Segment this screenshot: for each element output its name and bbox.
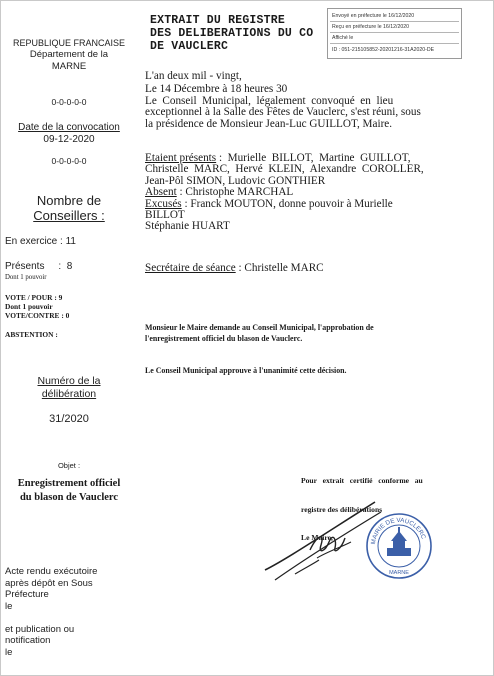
country: REPUBLIQUE FRANCAISE (12, 38, 126, 48)
paragraph-line: la présidence de Monsieur Jean-Luc GUILLOT, Maire. (145, 117, 393, 130)
presents-block (145, 153, 424, 233)
extract-line: Pour extrait certifié conforme au (301, 476, 423, 485)
stamp-received: Reçu en préfecture le 16/12/2020 (332, 24, 410, 30)
stamp-id: ID : 051-215105852-20201216-31A2020-DE (332, 47, 435, 53)
request-line: Monsieur le Maire demande au Conseil Municipal, l'approbation de (145, 323, 374, 332)
register-title-line2: DES DELIBERATIONS DU CO (150, 27, 314, 40)
session-paragraph (145, 96, 421, 130)
presents-count: Présents : 8 (5, 261, 73, 272)
vote-contre: VOTE/CONTRE : 0 (5, 311, 70, 320)
en-exercice: En exercice : 11 (5, 236, 76, 247)
department-line1: Département de la (29, 49, 109, 60)
footer-line: après dépôt en Sous (5, 577, 93, 589)
secretaire-label: Secrétaire de séance (145, 262, 236, 274)
vote-pour-pouvoir: Dont 1 pouvoir (5, 302, 53, 311)
excuses-names-line: BILLOT (145, 209, 185, 222)
absent-names: : Christophe MARCHAL (176, 186, 294, 199)
department-line2: MARNE (51, 61, 87, 72)
footer-line: Acte rendu exécutoire (5, 566, 98, 577)
request-line: l'enregistrement officiel du blason de Vauclerc. (145, 333, 303, 343)
footer-line: et publication ou (5, 623, 75, 635)
secretaire-name: : Christelle MARC (235, 262, 324, 274)
secretaire-line (145, 263, 324, 274)
numero-label-2: délibération (41, 388, 97, 400)
presents-names-line: Christelle MARC, Hervé KLEIN, Alexandre COROLLER, (145, 163, 424, 176)
excuses-label: Excusés (145, 197, 182, 210)
abstention: ABSTENTION : (5, 330, 58, 339)
numero-label-1: Numéro de la (37, 375, 101, 387)
stamp-sent: Envoyé en préfecture le 16/12/2020 (332, 13, 415, 19)
absent-label: Absent (145, 186, 177, 199)
presents-pouvoir: Dont 1 pouvoir (5, 274, 47, 281)
objet-line2: du blason de Vauclerc (19, 492, 119, 503)
footer-line: le (5, 600, 13, 612)
footer-line (5, 612, 97, 624)
presents-label: Etaient présents (145, 152, 217, 164)
conseillers-label-2: Conseillers : (33, 208, 105, 223)
extract-line: Le Maire, (301, 533, 333, 542)
paragraph-line: exceptionnel à la Salle des Fêtes de Vauclerc, s'est réuni, sous (145, 106, 421, 119)
convocation-date: 09-12-2020 (43, 134, 95, 145)
intro-date: Le 14 Décembre à 18 heures 30 (145, 83, 288, 95)
executoire-footer (5, 566, 97, 658)
town-seal (365, 512, 433, 580)
numero-value: 31/2020 (49, 413, 89, 425)
separator-2: 0-0-0-0-0 (51, 156, 87, 166)
presents-names: : Murielle BILLOT, Martine GUILLOT, (216, 152, 411, 164)
register-title-line3: DE VAUCLERC (150, 40, 229, 53)
excuses-names: : Franck MOUTON, donne pouvoir à Murielle (181, 197, 393, 210)
council-decision: Le Conseil Municipal approuve à l'unanimité cette décision. (145, 366, 347, 375)
separator-1: 0-0-0-0-0 (51, 97, 87, 107)
objet-label: Objet : (57, 461, 81, 470)
presents-names-line: Jean-Pôl SIMON, Ludovic GONTHIER (145, 174, 326, 187)
seal-bottom: MARNE (389, 570, 409, 576)
extract-line: registre des délibérations (301, 504, 383, 514)
excuses-names-line: Stéphanie HUART (145, 220, 230, 233)
mayor-request (145, 323, 374, 344)
conseillers-label-1: Nombre de (36, 193, 102, 208)
footer-line: notification (5, 635, 51, 646)
intro-year: L'an deux mil - vingt, (145, 70, 242, 82)
prefecture-stamp (327, 8, 462, 59)
stamp-posted: Affiché le (332, 35, 354, 41)
register-title-line1: EXTRAIT DU REGISTRE (150, 14, 285, 27)
footer-line: le (5, 646, 13, 658)
convocation-label: Date de la convocation (18, 122, 120, 133)
seal-text: MAIRIE DE VAUCLERC (369, 516, 427, 545)
objet-line1: Enregistrement officiel (17, 478, 121, 489)
vote-pour: VOTE / POUR : 9 (5, 293, 63, 302)
footer-line: Préfecture (5, 589, 49, 600)
paragraph-line: Le Conseil Municipal, légalement convoqué en lieu (145, 95, 394, 107)
